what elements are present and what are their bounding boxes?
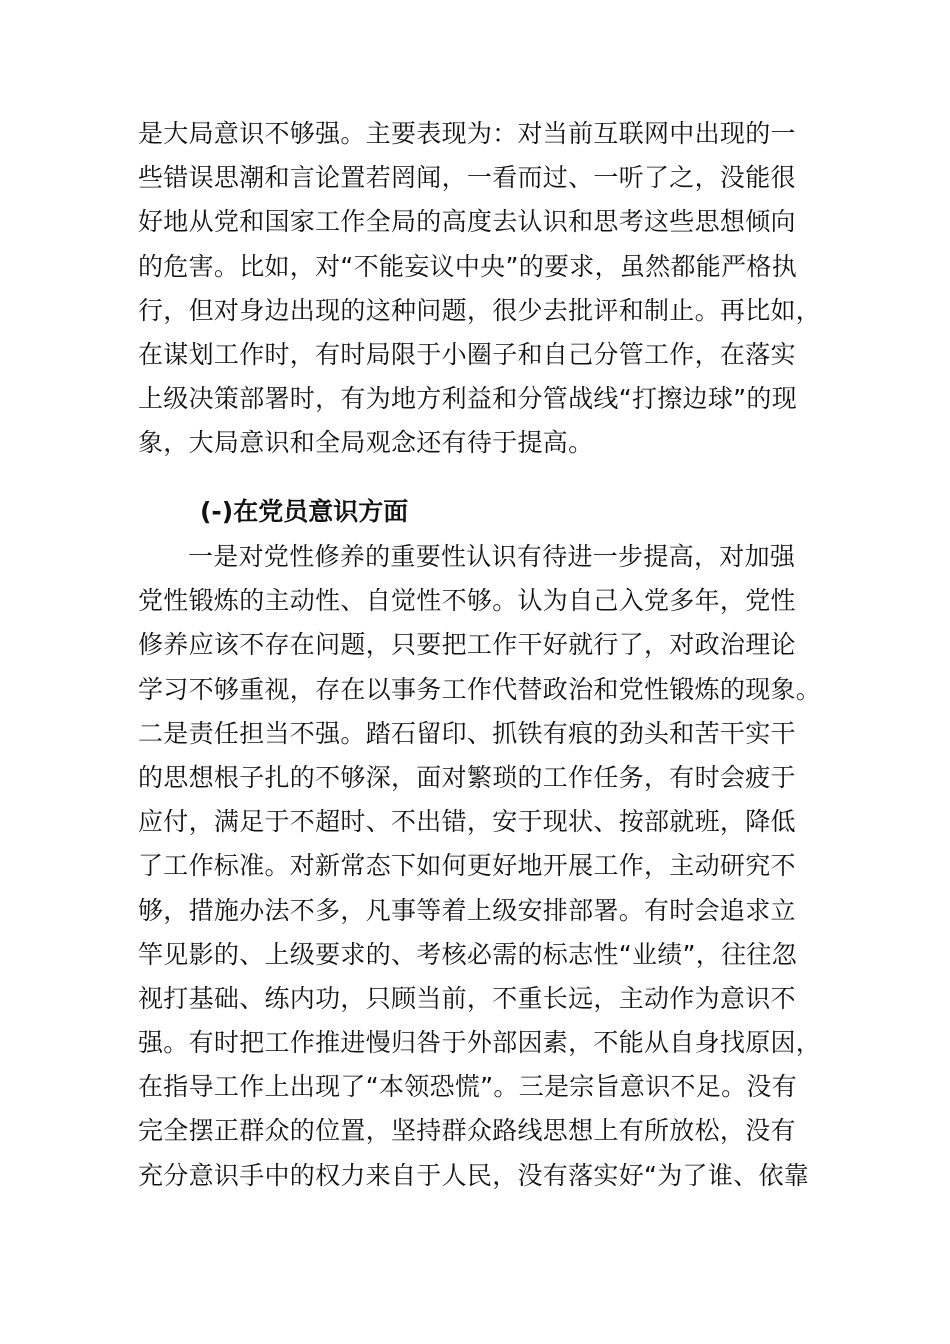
paragraph-line: 些错误思潮和言论置若罔闻，一看而过、一听了之，没能很 <box>138 163 796 193</box>
paragraph-line: 党性锻炼的主动性、自觉性不够。认为自己入党多年，党性 <box>138 586 796 616</box>
paragraph-line: 象，大局意识和全局观念还有待于提高。 <box>138 428 594 458</box>
paragraph-line: 完全摆正群众的位置，坚持群众路线思想上有所放松，没有 <box>138 1116 796 1146</box>
paragraph-1 <box>138 112 828 466</box>
paragraph-line: 竿见影的、上级要求的、考核必需的标志性“业绩”，往往忽 <box>138 939 798 969</box>
paragraph-line: 是大局意识不够强。主要表现为：对当前互联网中出现的一 <box>138 119 796 148</box>
paragraph-line: 在谋划工作时，有时局限于小圈子和自己分管工作，在落实 <box>138 339 796 369</box>
paragraph-line: 行，但对身边出现的这种问题，很少去批评和制止。再比如， <box>138 295 822 325</box>
paragraph-line: 强。有时把工作推进慢归咎于外部因素，不能从自身找原因， <box>138 1028 822 1058</box>
section-heading: (-)在党员意识方面 <box>200 497 409 526</box>
paragraph-line: 够，措施办法不多，凡事等着上级安排部署。有时会追求立 <box>138 895 796 925</box>
paragraph-line: 充分意识手中的权力来自于人民，没有落实好“为了谁、依靠 <box>138 1160 810 1190</box>
paragraph-line: 好地从党和国家工作全局的高度去认识和思考这些思想倾向 <box>138 207 796 237</box>
paragraph-line: 的危害。比如，对“不能妄议中央”的要求，虽然都能严格执 <box>138 251 798 281</box>
paragraph-line: 视打基础、练内功，只顾当前，不重长远，主动作为意识不 <box>138 983 796 1013</box>
paragraph-line: 一是对党性修养的重要性认识有待进一步提高，对加强 <box>188 542 796 571</box>
paragraph-line: 上级决策部署时，有为地方利益和分管战线“打擦边球”的现 <box>138 384 798 414</box>
paragraph-2 <box>138 535 828 1198</box>
paragraph-line: 二是责任担当不强。踏石留印、抓铁有痕的劲头和苦干实干 <box>138 718 796 748</box>
paragraph-line: 应付，满足于不超时、不出错，安于现状、按部就班，降低 <box>138 807 796 837</box>
paragraph-line: 学习不够重视，存在以事务工作代替政治和党性锻炼的现象。 <box>138 674 822 704</box>
paragraph-line: 的思想根子扎的不够深，面对繁琐的工作任务，有时会疲于 <box>138 762 796 792</box>
paragraph-line: 修养应该不存在问题，只要把工作干好就行了，对政治理论 <box>138 630 796 660</box>
paragraph-line: 在指导工作上出现了“本领恐慌”。三是宗旨意识不足。没有 <box>138 1072 798 1102</box>
paragraph-line: 了工作标准。对新常态下如何更好地开展工作，主动研究不 <box>138 851 796 881</box>
